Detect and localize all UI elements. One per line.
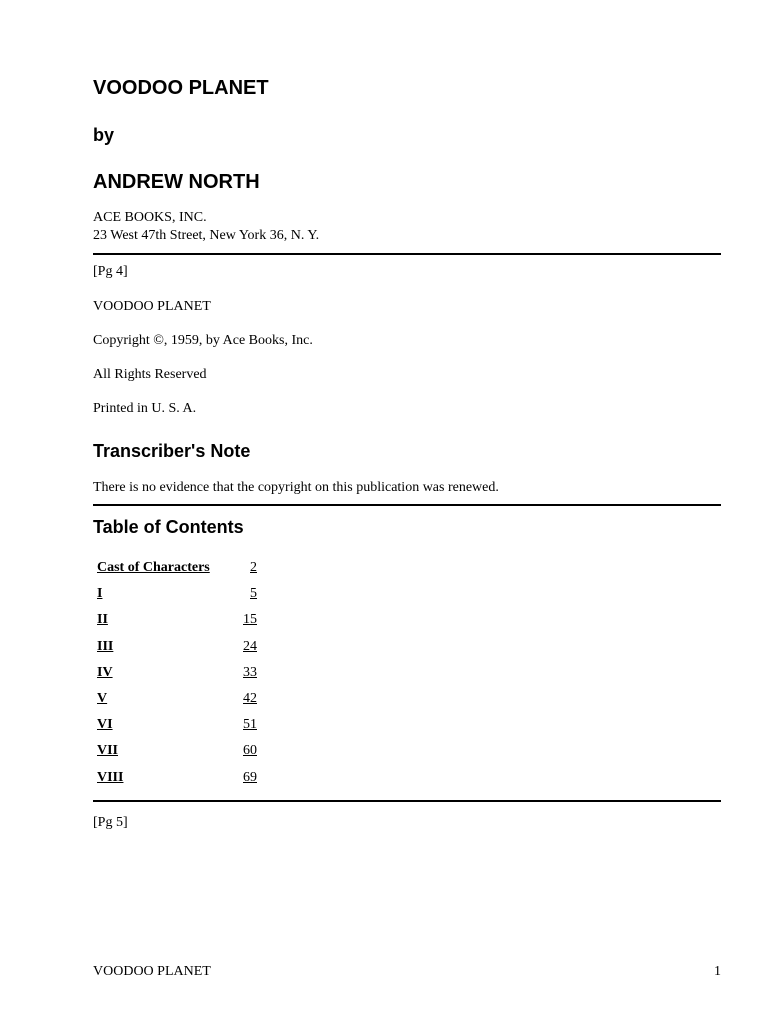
transcriber-note-text: There is no evidence that the copyright on this publication was renewed.	[93, 480, 499, 495]
publisher-name: ACE BOOKS, INC.	[93, 210, 207, 225]
toc-page-link[interactable]: 15	[243, 612, 257, 628]
toc-page-link[interactable]: 24	[243, 638, 257, 654]
toc-row	[97, 639, 267, 665]
toc-link-chapter-1[interactable]: I	[97, 586, 103, 602]
toc-row	[97, 586, 267, 612]
footer-title: VOODOO PLANET	[93, 964, 211, 979]
toc-row	[97, 770, 267, 796]
toc-link-chapter-8[interactable]: VIII	[97, 769, 124, 785]
author-name: ANDREW NORTH	[93, 171, 260, 193]
toc-page-link[interactable]: 2	[250, 560, 257, 575]
toc-heading: Table of Contents	[93, 517, 244, 537]
page-marker: [Pg 5]	[93, 815, 128, 830]
copyright-line: Copyright ©, 1959, by Ace Books, Inc.	[93, 333, 313, 348]
printed-line: Printed in U. S. A.	[93, 401, 197, 416]
toc-row	[97, 717, 267, 743]
toc-link-chapter-6[interactable]: VI	[97, 717, 113, 733]
toc-row	[97, 743, 267, 769]
copyright-title: VOODOO PLANET	[93, 299, 211, 314]
toc-row	[97, 560, 267, 586]
book-title: VOODOO PLANET	[93, 77, 269, 99]
toc-link-chapter-2[interactable]: II	[97, 612, 108, 628]
toc-table	[97, 560, 267, 796]
toc-link-chapter-3[interactable]: III	[97, 638, 114, 654]
toc-row	[97, 691, 267, 717]
toc-page-link[interactable]: 51	[243, 717, 257, 733]
toc-page-link[interactable]: 5	[250, 586, 257, 602]
publisher-address: 23 West 47th Street, New York 36, N. Y.	[93, 228, 320, 243]
toc-link-chapter-5[interactable]: V	[97, 690, 108, 706]
divider-rule	[93, 800, 721, 802]
byline: by	[93, 125, 115, 145]
toc-page-link[interactable]: 69	[243, 769, 257, 785]
toc-link-chapter-4[interactable]: IV	[97, 664, 113, 680]
toc-row	[97, 612, 267, 638]
divider-rule	[93, 253, 721, 255]
footer-page-number: 1	[714, 964, 721, 979]
toc-link-cast-of-characters[interactable]: Cast of Characters	[97, 560, 210, 575]
toc-link-chapter-7[interactable]: VII	[97, 743, 119, 759]
toc-page-link[interactable]: 60	[243, 743, 257, 759]
page-marker: [Pg 4]	[93, 264, 128, 279]
transcriber-note-heading: Transcriber's Note	[93, 441, 251, 461]
toc-row	[97, 665, 267, 691]
rights-line: All Rights Reserved	[93, 367, 207, 382]
toc-page-link[interactable]: 42	[243, 690, 257, 706]
toc-page-link[interactable]: 33	[243, 664, 257, 680]
divider-rule	[93, 504, 721, 506]
